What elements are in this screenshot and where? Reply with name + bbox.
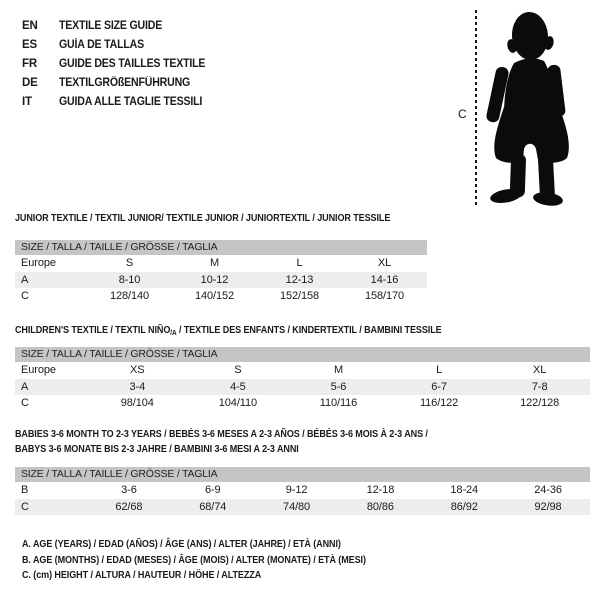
table-row xyxy=(15,272,427,289)
table-title-line1: BABIES 3-6 MONTH TO 2-3 YEARS / BEBÉS 3-6 MESES A 2-3 AÑOS / BÉBÉS 3-6 MOIS À 2-3 ANS / xyxy=(15,428,428,440)
row-label: A xyxy=(21,380,29,393)
row-label: A xyxy=(21,273,29,286)
cell: 14-16 xyxy=(370,273,399,286)
cell: XL xyxy=(377,257,392,270)
lang-label: GUIDE DES TAILLES TEXTILE xyxy=(59,57,206,70)
cell: 80/86 xyxy=(366,500,394,513)
junior-size-table xyxy=(15,212,427,305)
lang-row-it xyxy=(22,92,218,111)
children-size-table xyxy=(15,324,590,412)
row-label: Europe xyxy=(21,257,56,270)
row-label: C xyxy=(21,397,29,410)
height-label: C xyxy=(458,107,467,121)
cell: 3-4 xyxy=(129,380,146,393)
cell: L xyxy=(296,257,303,270)
cell: 140/152 xyxy=(194,290,235,303)
title-subscript: /A xyxy=(170,328,177,337)
cell: 9-12 xyxy=(285,484,308,497)
row-label: Europe xyxy=(21,364,56,377)
cell: L xyxy=(436,364,443,377)
row-label: C xyxy=(21,500,29,513)
cell: 92/98 xyxy=(534,500,562,513)
title-text: CHILDREN'S TEXTILE / TEXTIL NIÑO xyxy=(15,324,171,336)
cell: 8-10 xyxy=(118,273,141,286)
cell: 12-13 xyxy=(285,273,314,286)
cell: 158/170 xyxy=(364,290,405,303)
lang-label: TEXTILGRÖßENFÜHRUNG xyxy=(59,76,191,89)
lang-code: FR xyxy=(22,57,37,70)
title-text: / TEXTILE DES ENFANTS / KINDERTEXTIL / BAMBINI TESSILE xyxy=(176,324,442,336)
cell: 62/68 xyxy=(115,500,143,513)
cell: 128/140 xyxy=(109,290,150,303)
cell: M xyxy=(333,364,344,377)
table-row xyxy=(15,395,590,412)
table-row xyxy=(15,362,590,379)
cell: 12-18 xyxy=(366,484,395,497)
cell: S xyxy=(125,257,134,270)
footnote-b: B. AGE (MONTHS) / EDAD (MESES) / ÂGE (MOIS) / ALTER (MONATE) / ETÀ (MESI) xyxy=(22,553,366,566)
cell: 6-9 xyxy=(204,484,221,497)
footnote-a: A. AGE (YEARS) / EDAD (AÑOS) / ÂGE (ANS) / ALTER (JAHRE) / ETÀ (ANNI) xyxy=(22,538,341,550)
height-measure-line xyxy=(475,10,477,206)
cell: S xyxy=(234,364,242,377)
size-header-bar: SIZE / TALLA / TAILLE / GRÖSSE / TAGLIA xyxy=(15,347,590,362)
language-header xyxy=(22,16,218,111)
table-row xyxy=(15,288,427,305)
cell: 110/116 xyxy=(319,397,358,410)
cell: 24-36 xyxy=(534,484,562,497)
cell: 7-8 xyxy=(531,380,548,393)
cell: 68/74 xyxy=(199,500,227,513)
cell: 122/128 xyxy=(520,397,560,410)
toddler-silhouette-icon xyxy=(486,9,578,206)
cell: 152/158 xyxy=(279,290,320,303)
table-row xyxy=(15,379,590,396)
cell: XS xyxy=(130,364,145,377)
footnote-c: C. (cm) HEIGHT / ALTURA / HAUTEUR / HÖHE / ALTEZZA xyxy=(22,569,262,581)
cell: 74/80 xyxy=(283,500,311,513)
cell: 86/92 xyxy=(450,500,478,513)
cell: 116/122 xyxy=(419,397,459,410)
cell: 5-6 xyxy=(330,380,347,393)
lang-code: IT xyxy=(22,95,32,108)
table-row xyxy=(15,255,427,272)
cell: 3-6 xyxy=(121,484,137,497)
size-header-bar: SIZE / TALLA / TAILLE / GRÖSSE / TAGLIA xyxy=(15,467,590,482)
table-row xyxy=(15,482,590,499)
row-label: C xyxy=(21,290,29,303)
lang-label: GUIDA ALLE TAGLIE TESSILI xyxy=(59,95,203,108)
table-title-line2: BABYS 3-6 MONATE BIS 2-3 JAHRE / BAMBINI 3-6 MESI A 2-3 ANNI xyxy=(15,443,299,455)
babies-size-table xyxy=(15,427,590,515)
cell: XL xyxy=(533,364,547,377)
lang-code: EN xyxy=(22,19,38,32)
lang-label: GUÍA DE TALLAS xyxy=(59,38,144,51)
cell: 6-7 xyxy=(431,380,447,393)
lang-row-en xyxy=(22,16,218,35)
legend-footnotes xyxy=(22,537,422,584)
row-label: B xyxy=(21,484,29,497)
lang-code: ES xyxy=(22,38,37,51)
cell: 98/104 xyxy=(120,397,154,410)
table-title: JUNIOR TEXTILE / TEXTIL JUNIOR/ TEXTILE JUNIOR / JUNIORTEXTIL / JUNIOR TESSILE xyxy=(15,212,391,224)
table-row xyxy=(15,499,590,516)
lang-row-fr xyxy=(22,54,218,73)
cell: 10-12 xyxy=(200,273,229,286)
size-header-bar: SIZE / TALLA / TAILLE / GRÖSSE / TAGLIA xyxy=(15,240,427,255)
cell: 4-5 xyxy=(230,380,246,393)
lang-label: TEXTILE SIZE GUIDE xyxy=(59,19,163,32)
lang-code: DE xyxy=(22,76,38,89)
cell: M xyxy=(209,257,220,270)
lang-row-es xyxy=(22,35,218,54)
cell: 18-24 xyxy=(450,484,479,497)
table-title xyxy=(15,324,510,337)
lang-row-de xyxy=(22,73,218,92)
cell: 104/110 xyxy=(218,397,258,410)
